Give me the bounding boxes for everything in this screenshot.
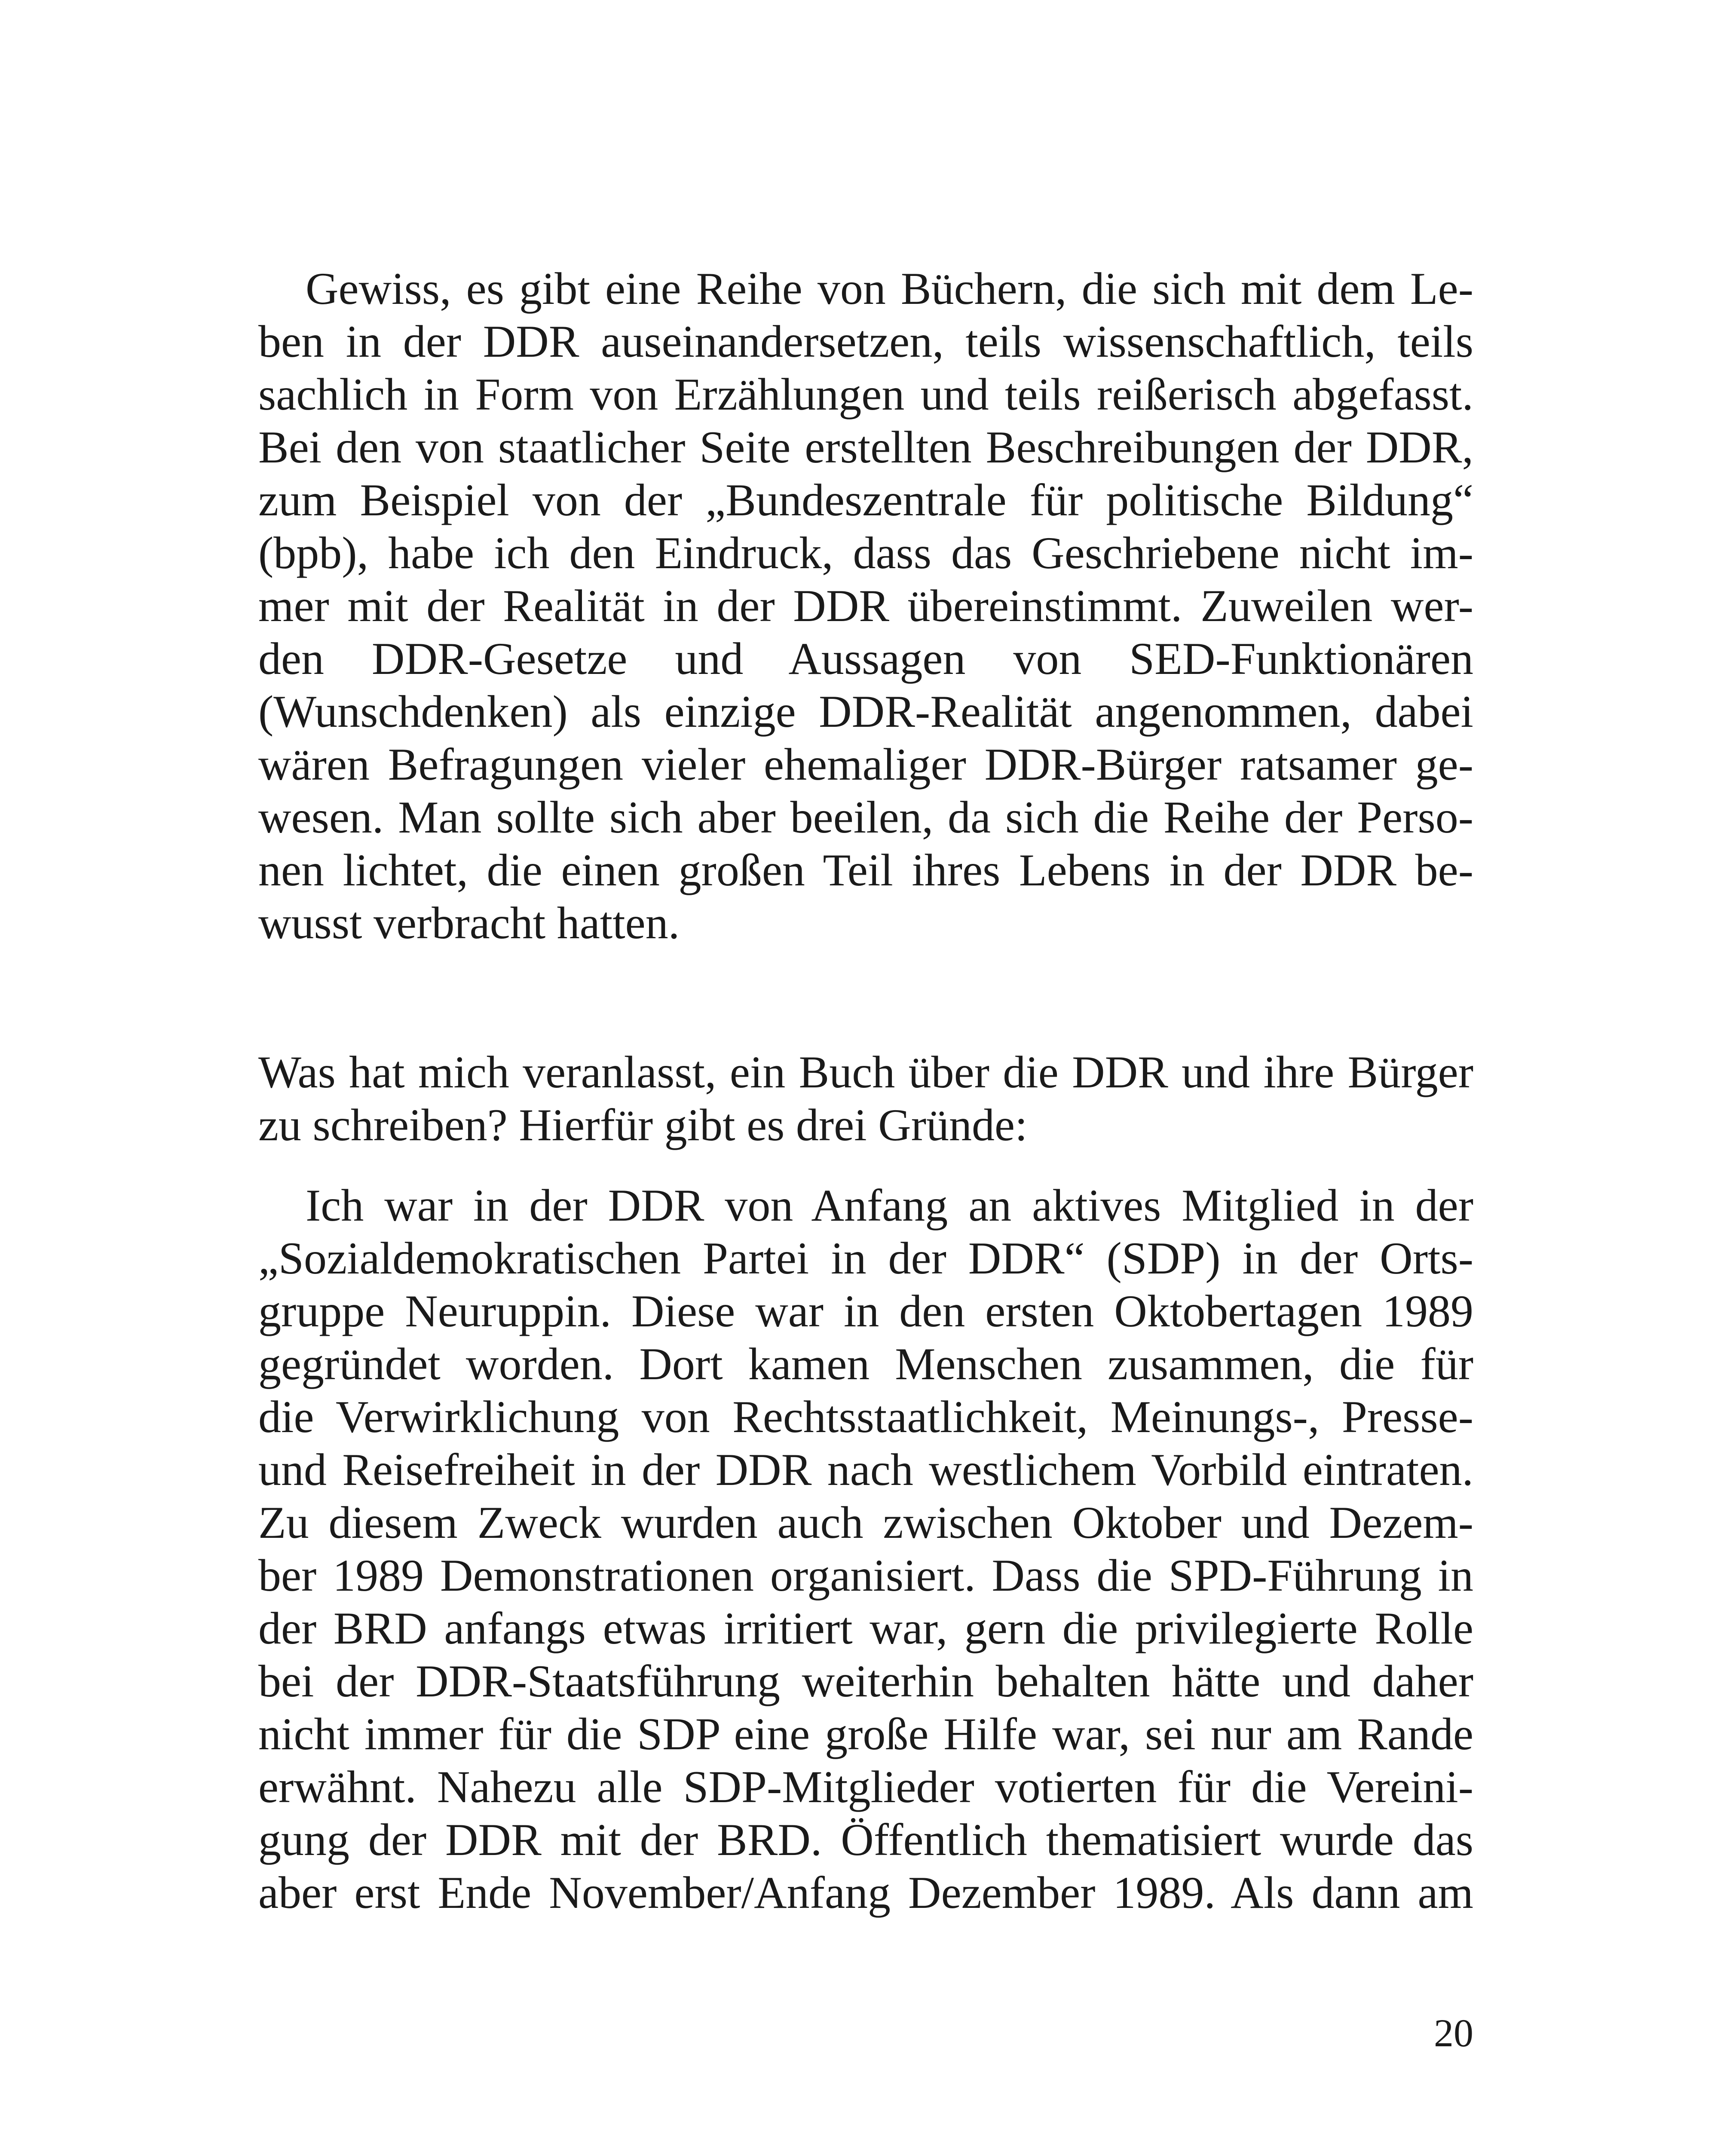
text-line: nicht immer für die SDP eine große Hilfe war, sei nur am Rande [258,1709,1473,1759]
text-line: Was hat mich veranlasst, ein Buch über die DDR und ihre Bürger [258,1047,1473,1097]
text-line: den DDR-Gesetze und Aussagen von SED-Funktionären [258,634,1473,684]
page-number: 20 [1434,2011,1473,2055]
text-line: erwähnt. Nahezu alle SDP-Mitglieder votierten für die Vereini- [258,1762,1473,1812]
text-line: „Sozialdemokratischen Partei in der DDR“ (SDP) in der Orts- [258,1233,1473,1283]
text-line: zum Beispiel von der „Bundeszentrale für politische Bildung“ [258,475,1473,525]
text-line: wesen. Man sollte sich aber beeilen, da sich die Reihe der Perso- [258,792,1473,842]
text-line: Bei den von staatlicher Seite erstellten Beschreibungen der DDR, [258,422,1473,472]
text-line: sachlich in Form von Erzählungen und teils reißerisch abgefasst. [258,369,1473,419]
text-line: (Wunschdenken) als einzige DDR-Realität angenommen, dabei [258,686,1473,737]
text-line: ben in der DDR auseinandersetzen, teils wissenschaftlich, teils [258,316,1473,367]
text-line: gegründet worden. Dort kamen Menschen zusammen, die für [258,1339,1473,1389]
text-line: ber 1989 Demonstrationen organisiert. Dass die SPD-Führung in [258,1550,1473,1601]
text-line: aber erst Ende November/Anfang Dezember 1989. Als dann am [258,1867,1473,1918]
text-line: bei der DDR-Staatsführung weiterhin behalten hätte und daher [258,1656,1473,1706]
text-line: Ich war in der DDR von Anfang an aktives Mitglied in der [306,1180,1473,1231]
text-line: gung der DDR mit der BRD. Öffentlich thematisiert wurde das [258,1815,1473,1865]
text-line: nen lichtet, die einen großen Teil ihres Lebens in der DDR be- [258,845,1473,895]
text-line: wären Befragungen vieler ehemaliger DDR-Bürger ratsamer ge- [258,739,1473,790]
text-line: der BRD anfangs etwas irritiert war, gern die privilegierte Rolle [258,1603,1473,1653]
text-line: Zu diesem Zweck wurden auch zwischen Oktober und Dezem- [258,1497,1473,1548]
text-line: gruppe Neuruppin. Diese war in den ersten Oktobertagen 1989 [258,1286,1473,1336]
text-line: mer mit der Realität in der DDR übereinstimmt. Zuweilen wer- [258,581,1473,631]
text-line: und Reisefreiheit in der DDR nach westlichem Vorbild eintraten. [258,1445,1473,1495]
text-line: zu schreiben? Hierfür gibt es drei Gründe: [258,1100,1028,1150]
text-line: die Verwirklichung von Rechtsstaatlichkeit, Meinungs-, Presse- [258,1392,1473,1442]
text-line: Gewiss, es gibt eine Reihe von Büchern, die sich mit dem Le- [306,263,1473,314]
text-line: wusst verbracht hatten. [258,898,680,948]
text-line: (bpb), habe ich den Eindruck, dass das Geschriebene nicht im- [258,528,1473,578]
